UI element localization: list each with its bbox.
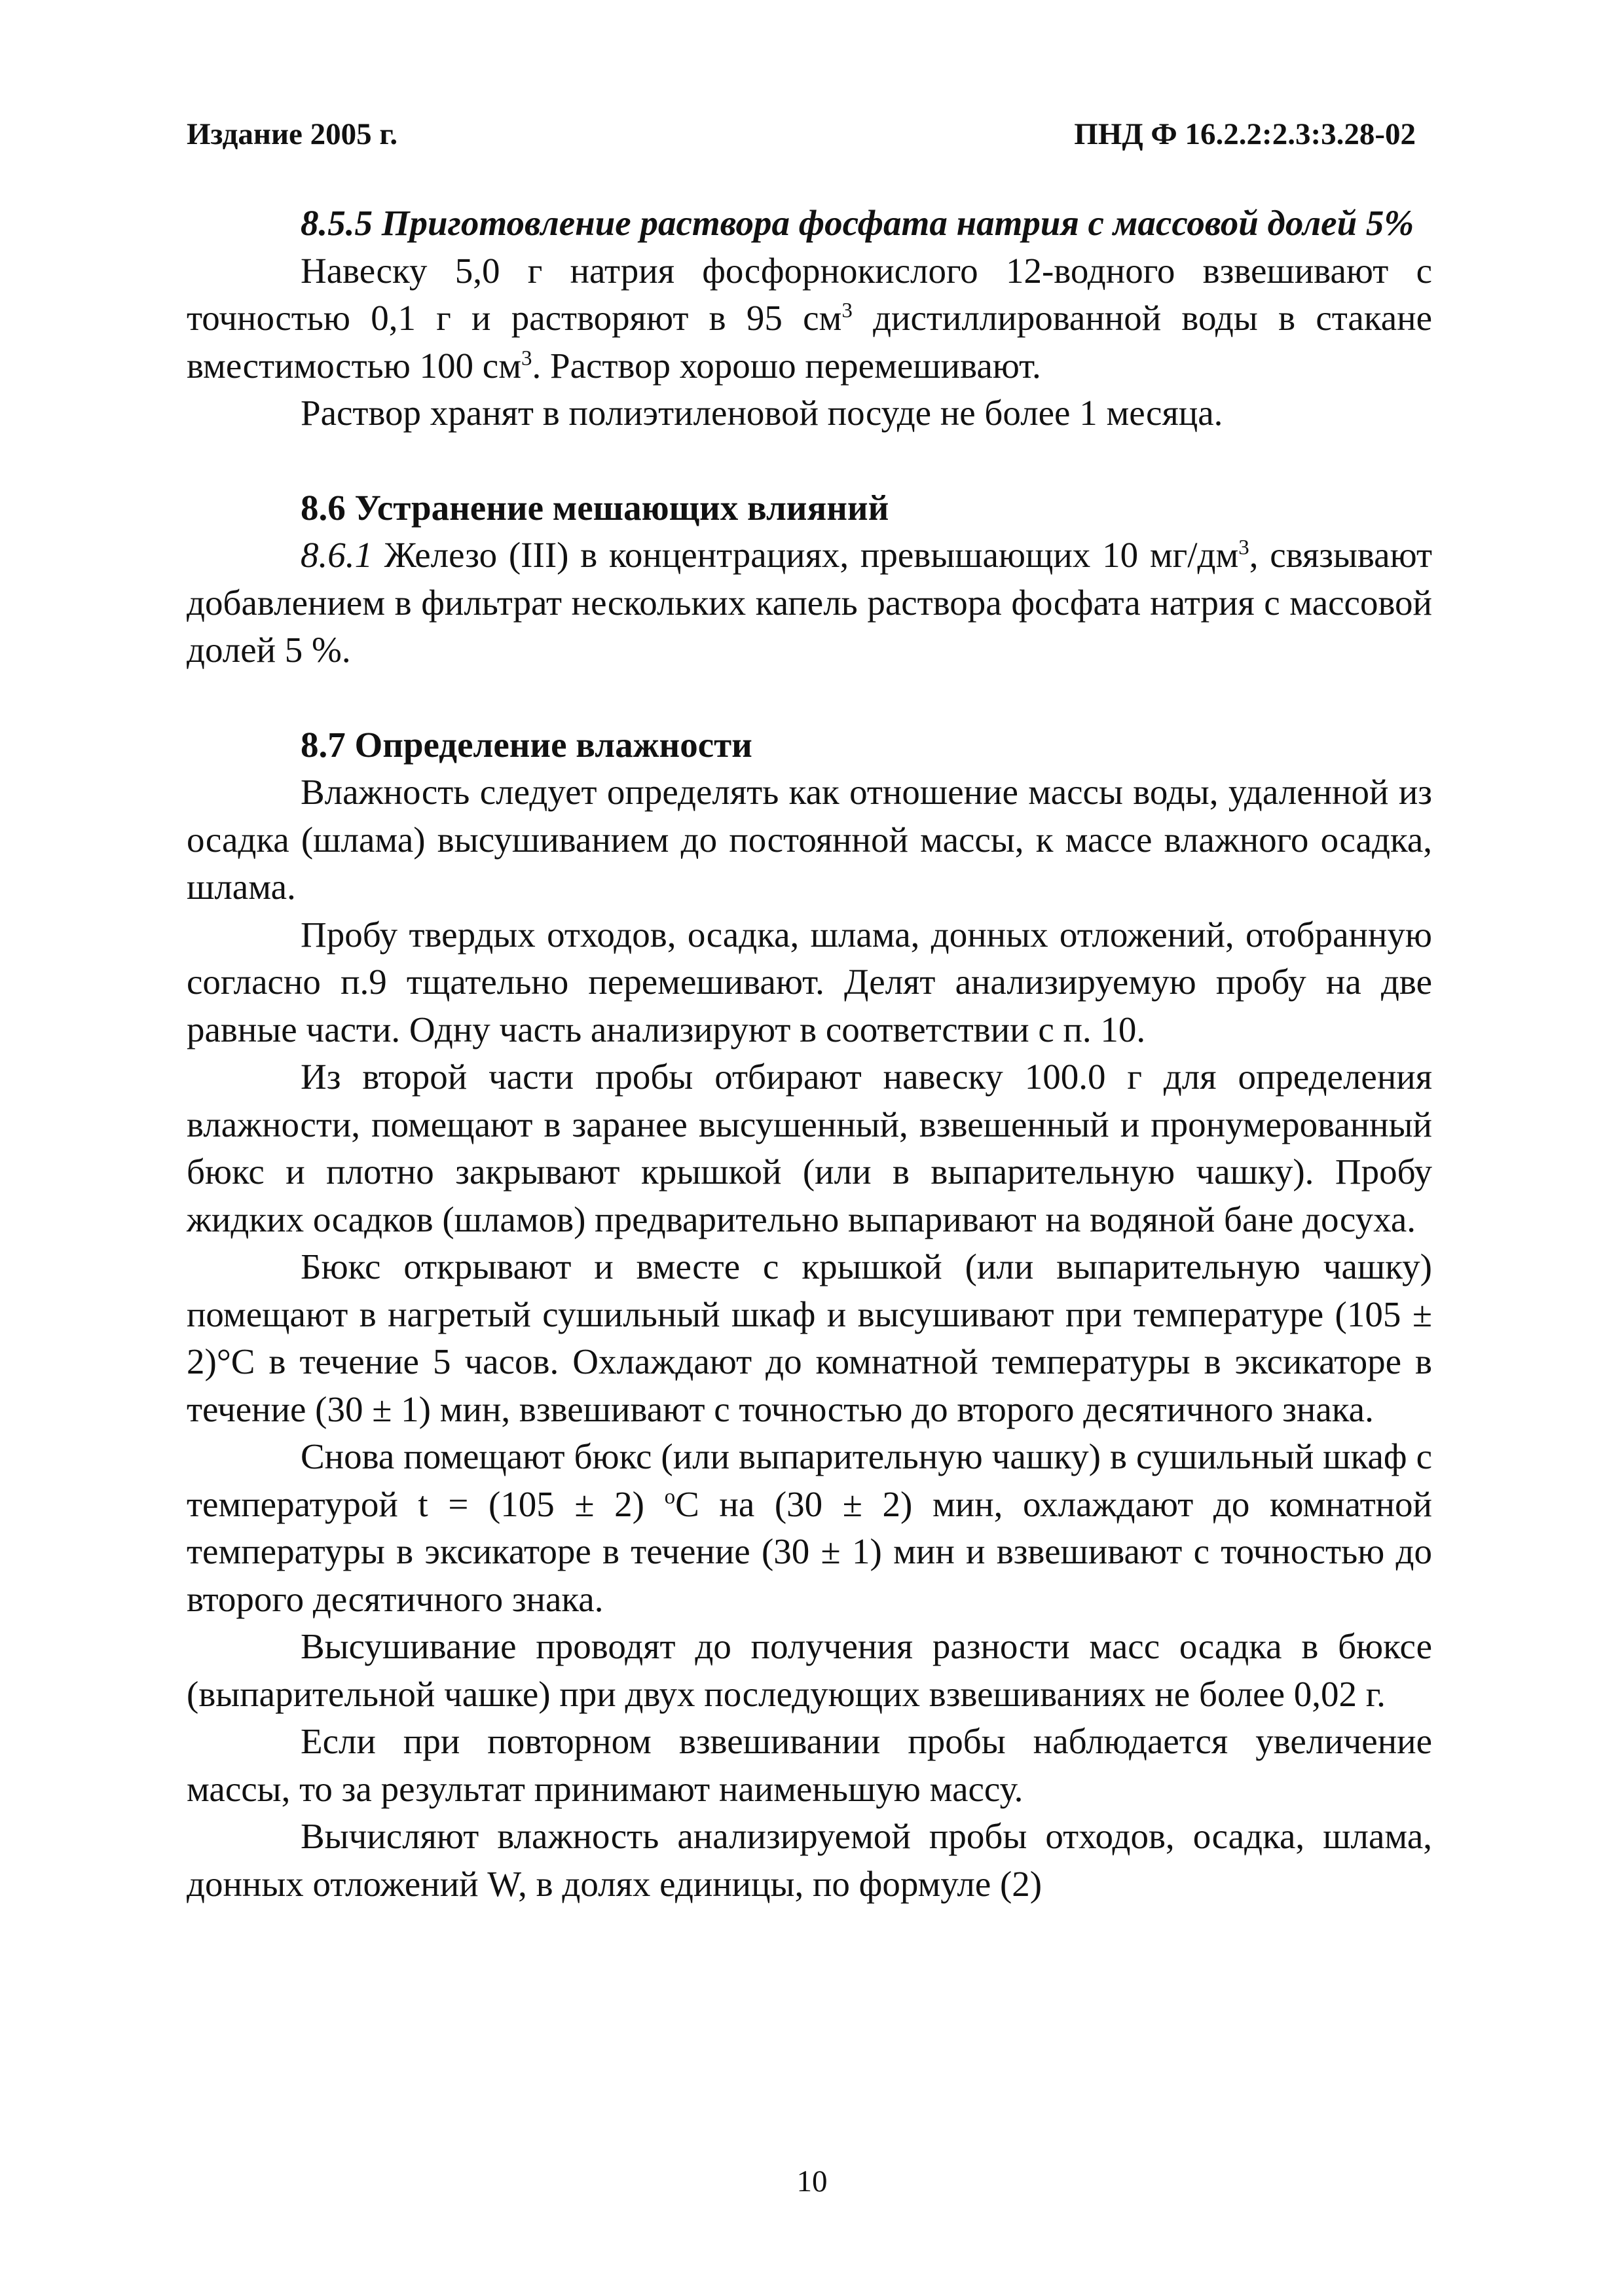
section-8-7-heading: 8.7 Определение влажности [301,724,752,765]
section-8-5-5-heading: 8.5.5 Приготовление раствора фосфата натрия с массовой долей 5% [301,203,1414,243]
edition-header: Издание 2005 г. [187,117,398,151]
section-8-7-paragraph-6: Высушивание проводят до получения разности масс осадка в бюксе (выпарительной чашке) при двух последующих взвешиваниях не более 0,02 г. [187,1626,1432,1714]
section-8-7-paragraph-7: Если при повторном взвешивании пробы наблюдается увеличение массы, то за результат принимают наименьшую массу. [187,1721,1432,1809]
section-8-7-paragraph-1: Влажность следует определять как отношение массы воды, удаленной из осадка (шлама) высушиванием до постоянной массы, к массе влажного осадка, шлама. [187,772,1432,907]
section-8-5-5-paragraph-2: Раствор хранят в полиэтиленовой посуде не более 1 месяца. [301,393,1223,433]
section-8-7-paragraph-2: Пробу твердых отходов, осадка, шлама, донных отложений, отобранную согласно п.9 тщательно перемешивают. Делят анализируемую пробу на две равные части. Одну часть анализируют в соответствии с п. 10. [187,914,1432,1049]
section-8-7-paragraph-4: Бюкс открывают и вместе с крышкой (или выпарительную чашку) помещают в нагретый сушильный шкаф и высушивают при температуре (105 ± 2)°С в течение 5 часов. Охлаждают до комнатной температуры в эксикаторе в течение (30 ± 1) мин, взвешивают с точностью до второго десятичного знака. [187,1247,1432,1429]
section-8-7-paragraph-5: Снова помещают бюкс (или выпарительную чашку) в сушильный шкаф с температурой t = (105 ± 2) $^о$С на (30 ± 2) мин, охлаждают до комнатной температуры в эксикаторе в течение (30 ± 1) мин и взвешивают с точностью до второго десятичного знака. [187,1436,1432,1619]
section-8-6-1-paragraph: 8.6.1 Железо (III) в концентрациях, превышающих 10 $мг/дм^3$, связывают добавлением в фильтрат нескольких капель раствора фосфата натрия с массовой долей 5 %. [187,535,1432,670]
document-code-header: ПНД Ф 16.2.2:2.3:3.28-02 [1074,117,1416,151]
page-body [187,200,1432,1908]
section-8-5-5-paragraph-1: Навеску 5,0 г натрия фосфорнокислого 12-водного взвешивают с точностью 0,1 г и растворяют в 95 $см^3$ дистиллированной воды в стакане вместимостью 100 $см^3$. Раствор хорошо перемешивают. [187,250,1432,386]
section-8-7-paragraph-8: Вычисляют влажность анализируемой пробы отходов, осадка, шлама, донных отложений W, в долях единицы, по формуле (2) [187,1816,1432,1904]
page-number: 10 [796,2164,828,2198]
subsection-number: 8.6.1 [301,535,373,575]
section-8-7-paragraph-3: Из второй части пробы отбирают навеску 100.0 г для определения влажности, помещают в заранее высушенный, взвешенный и пронумерованный бюкс и плотно закрывают крышкой (или в выпарительную чашку). Пробу жидких осадков (шламов) предварительно выпаривают на водяной бане досуха. [187,1057,1432,1239]
section-8-6-heading: 8.6 Устранение мешающих влияний [301,487,889,528]
